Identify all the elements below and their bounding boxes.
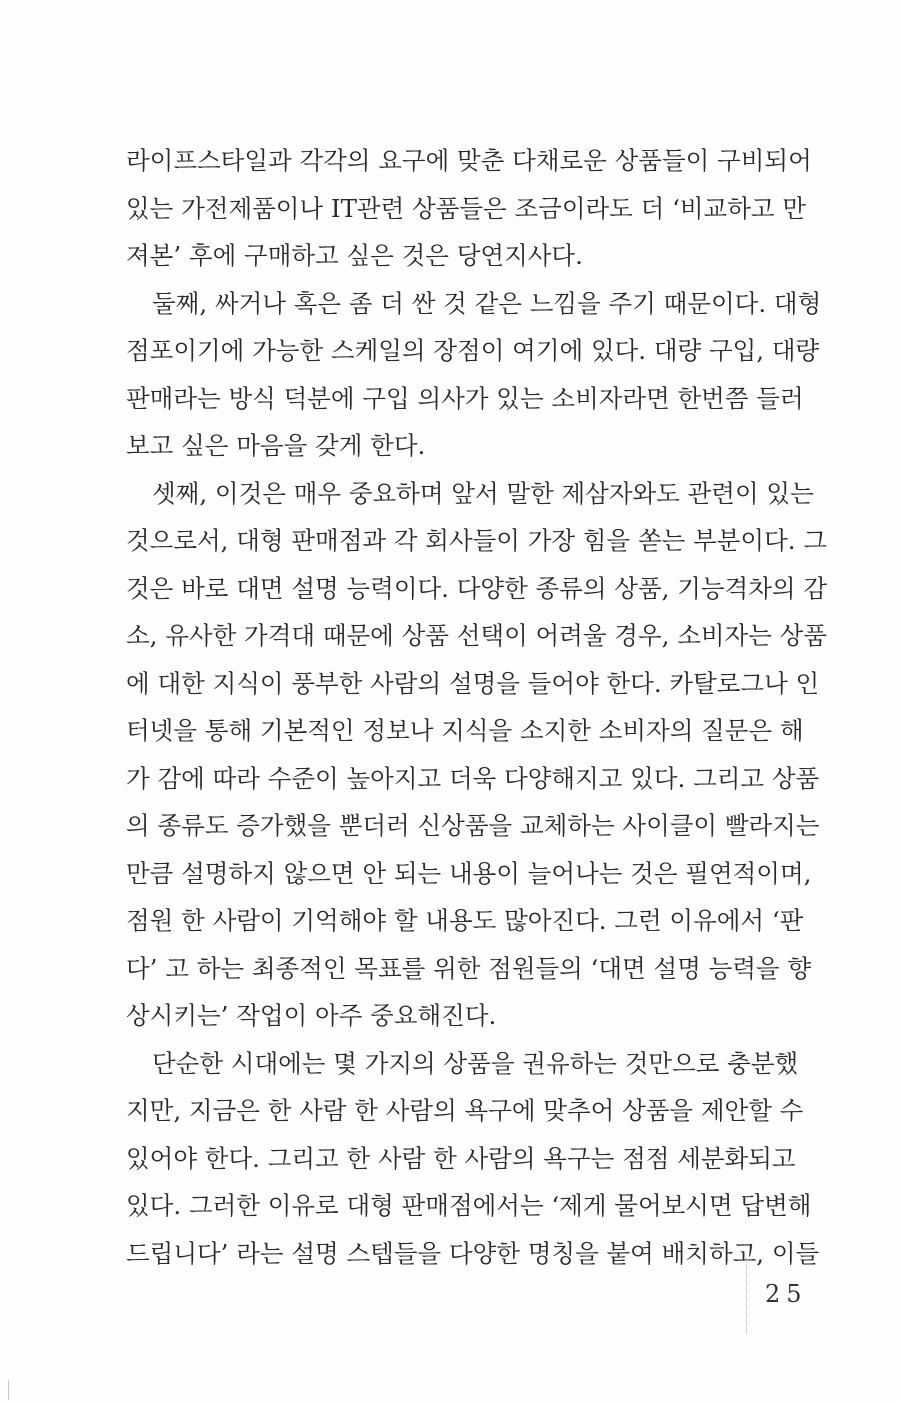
text-line: 점원 한 사람이 기억해야 할 내용도 많아진다. 그런 이유에서 ‘판 (126, 906, 804, 935)
text-line: 있는 가전제품이나 IT관련 상품들은 조금이라도 더 ‘비교하고 만 (126, 193, 806, 223)
text-line: 소, 유사한 가격대 때문에 상품 선택이 어려울 경우, 소비자는 상품 (126, 621, 828, 650)
text-line: 것으로서, 대형 판매점과 각 회사들이 가장 힘을 쏟는 부분이다. 그 (126, 526, 828, 555)
text-line: 점포이기에 가능한 스케일의 장점이 여기에 있다. 대량 구입, 대량 (126, 336, 820, 365)
text-line: 단순한 시대에는 몇 가지의 상품을 권유하는 것만으로 충분했 (152, 1048, 799, 1078)
text-line: 터넷을 통해 기본적인 정보나 지식을 소지한 소비자의 질문은 해 (126, 716, 804, 745)
page-number: 25 (765, 1280, 808, 1308)
text-line: 에 대한 지식이 풍부한 사람의 설명을 들어야 한다. 카탈로그나 인 (126, 668, 820, 698)
text-line: 만큼 설명하지 않으면 안 되는 내용이 늘어나는 것은 필연적이며, (126, 858, 812, 888)
text-line: 상시키는’ 작업이 아주 중요해진다. (126, 1001, 497, 1030)
text-line: 있다. 그러한 이유로 대형 판매점에서는 ‘제게 물어보시면 답변해 (126, 1191, 812, 1220)
text-line: 다’ 고 하는 최종적인 목표를 위한 점원들의 ‘대면 설명 능력을 향 (126, 953, 812, 983)
text-line: 있어야 한다. 그리고 한 사람 한 사람의 욕구는 점점 세분화되고 (126, 1143, 796, 1173)
text-line: 지만, 지금은 한 사람 한 사람의 욕구에 맞추어 상품을 제안할 수 (126, 1096, 804, 1125)
text-line: 것은 바로 대면 설명 능력이다. 다양한 종류의 상품, 기능격차의 감 (126, 573, 828, 603)
text-line: 드립니다’ 라는 설명 스텝들을 다양한 명칭을 붙여 배치하고, 이들 (126, 1238, 820, 1268)
text-line: 판매라는 방식 덕분에 구입 의사가 있는 소비자라면 한번쯤 들러 (126, 383, 804, 413)
body-text (126, 137, 828, 1277)
text-line: 라이프스타일과 각각의 요구에 맞춘 다채로운 상품들이 구비되어 (126, 146, 812, 175)
text-line: 져본’ 후에 구매하고 싶은 것은 당연지사다. (126, 241, 583, 270)
text-line: 의 종류도 증가했을 뿐더러 신상품을 교체하는 사이클이 빨라지는 (126, 811, 820, 840)
text-line: 셋째, 이것은 매우 중요하며 앞서 말한 제삼자와도 관련이 있는 (152, 478, 814, 508)
margin-dotted-rule (746, 1258, 747, 1333)
text-line: 보고 싶은 마음을 갖게 한다. (126, 431, 426, 460)
text-line: 둘째, 싸거나 혹은 좀 더 싼 것 같은 느낌을 주기 때문이다. 대형 (152, 288, 822, 318)
text-line: 가 감에 따라 수준이 높아지고 더욱 다양해지고 있다. 그리고 상품 (126, 763, 820, 793)
page-edge-mark (8, 1380, 9, 1400)
